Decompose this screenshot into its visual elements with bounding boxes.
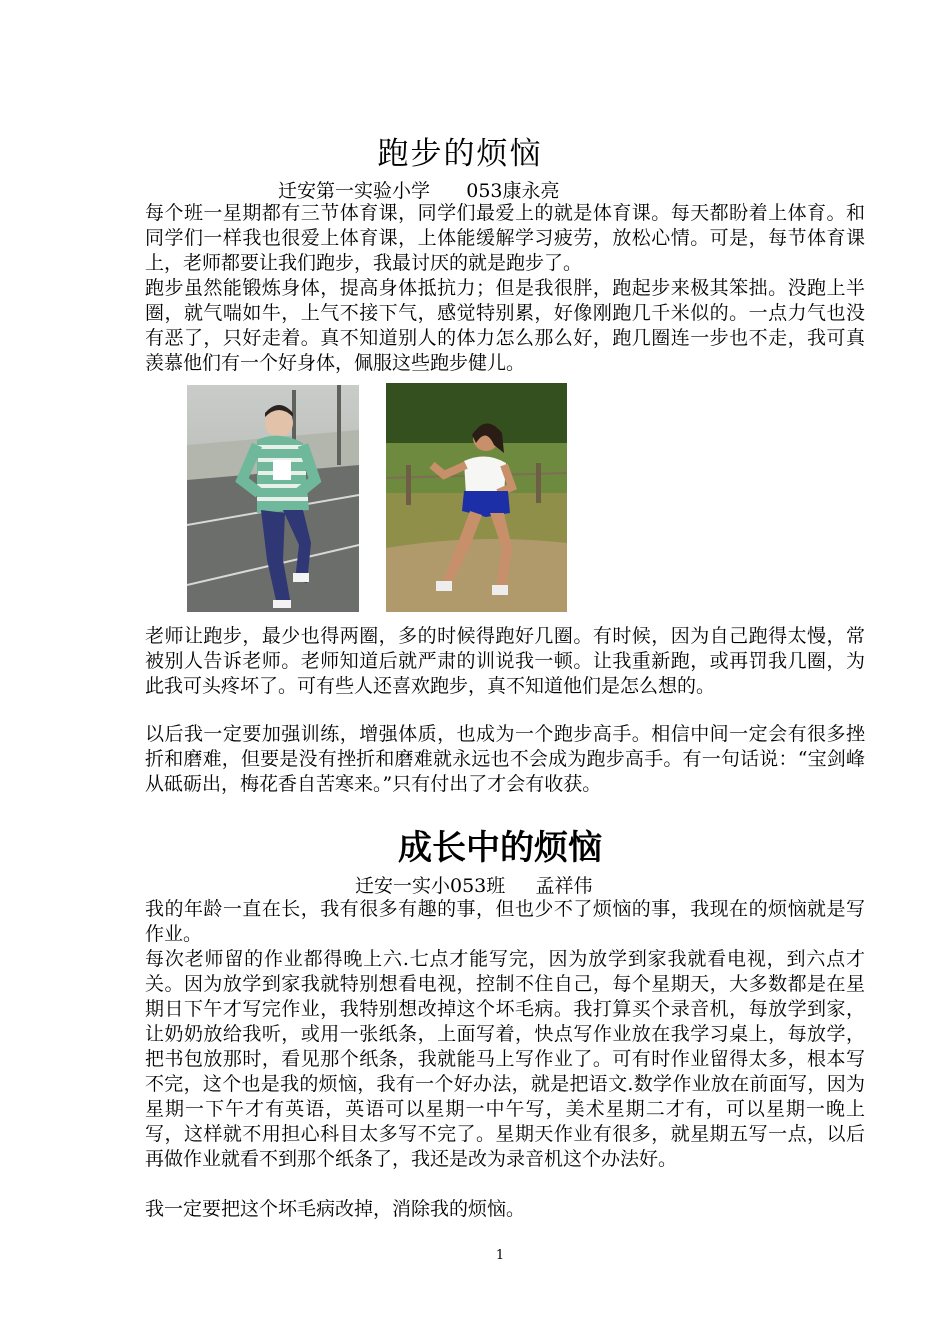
essay1-paragraph-1: 每个班一星期都有三节体育课，同学们最爱上的就是体育课。每天都盼着上体育。和同学们一样我也很爱上体育课，上体能缓解学习疲劳，放松心情。可是，每节体育课上，老师都要让我们跑步，我最讨厌的就是跑步了。 — [145, 202, 865, 274]
running-girl-photo — [187, 385, 359, 612]
essay1-paragraph-4: 以后我一定要加强训练，增强体质，也成为一个跑步高手。相信中间一定会有很多挫折和磨难，但要是没有挫折和磨难就永远也不会成为跑步高手。有一句话说：“宝剑峰从砥砺出，梅花香自苦寒来。”只有付出了才会有收获。 — [145, 723, 865, 795]
essay1-title: 跑步的烦恼 — [377, 136, 543, 172]
running-woman-photo — [386, 383, 567, 612]
essay2-paragraph-2: 每次老师留的作业都得晚上六.七点才能写完，因为放学到家我就看电视，到六点才关。因为放学到家我就特别想看电视，控制不住自己，每个星期天，大多数都是在星期日下午才写完作业，我特别想改掉这个坏毛病。我打算买个录音机，每放学到家，让奶奶放给我听，或用一张纸条，上面写着，快点写作业放在我学习桌上，每放学，把书包放那时，看见那个纸条，我就能马上写作业了。可有时作业留得太多，根本写不完，这个也是我的烦恼，我有一个好办法，就是把语文.数学作业放在前面写，因为星期一下午才有英语，英语可以星期一中午写，美术星期二才有，可以星期一晚上写，这样就不用担心科目太多写不完了。星期天作业有很多，就星期五写一点，以后再做作业就看不到那个纸条了，我还是改为录音机这个办法好。 — [145, 948, 865, 1170]
essay2-title: 成长中的烦恼 — [398, 828, 602, 868]
essay2-paragraph-3: 我一定要把这个坏毛病改掉，消除我的烦恼。 — [145, 1198, 526, 1220]
essay2-byline: 迁安一实小053班 孟祥伟 — [355, 875, 593, 897]
essay1-byline: 迁安第一实验小学 053康永亮 — [278, 180, 560, 202]
essay2-paragraph-1: 我的年龄一直在长，我有很多有趣的事，但也少不了烦恼的事，我现在的烦恼就是写作业。 — [145, 898, 865, 945]
essay1-paragraph-2: 跑步虽然能锻炼身体，提高身体抵抗力；但是我很胖，跑起步来极其笨拙。没跑上半圈，就气喘如牛，上气不接下气，感觉特别累，好像刚跑几千米似的。一点力气也没有恶了，只好走着。真不知道别人的体力怎么那么好，跑几圈连一步也不走，我可真羡慕他们有一个好身体，佩服这些跑步健儿。 — [145, 277, 865, 374]
essay1-paragraph-3: 老师让跑步，最少也得两圈，多的时候得跑好几圈。有时候，因为自己跑得太慢，常被别人告诉老师。老师知道后就严肃的训说我一顿。让我重新跑，或再罚我几圈，为此我可头疼坏了。可有些人还喜欢跑步，真不知道他们是怎么想的。 — [145, 625, 865, 697]
page-number: 1 — [495, 1248, 505, 1263]
